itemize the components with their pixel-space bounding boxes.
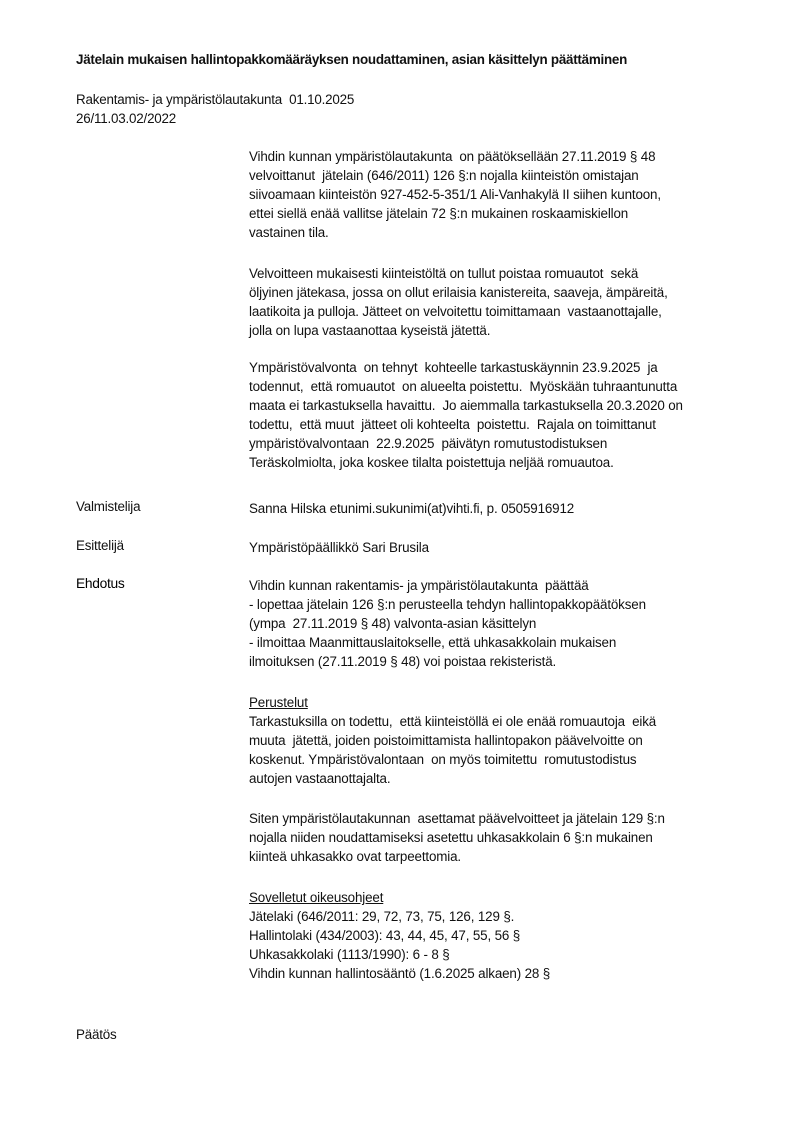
law-item: Vihdin kunnan hallintosääntö (1.6.2025 alkaen) 28 § [249,966,551,981]
text-line: - lopettaa jätelain 126 §:n perusteella tehdyn hallintopakkopäätöksen [249,597,646,612]
reasons-paragraph-2 [249,809,749,866]
preparer-label: Valmistelija [76,499,141,514]
applied-laws-section [249,888,749,983]
reasons-section [249,693,749,788]
text-line: jolla on lupa vastaanottaa kyseistä jätettä. [249,323,491,338]
text-line: maata ei tarkastuksella havaittu. Jo aiemmalla tarkastuksella 20.3.2020 on [249,398,683,413]
text-line: nojalla niiden noudattamiseksi asetettu uhkasakkolain 6 §:n mukainen [249,830,653,845]
text-line: vastainen tila. [249,225,329,240]
text-line: ilmoituksen (27.11.2019 § 48) voi poistaa rekisteristä. [249,654,557,669]
text-line: Vihdin kunnan ympäristölautakunta on päätöksellään 27.11.2019 § 48 [249,149,656,164]
document-title: Jätelain mukaisen hallintopakkomääräyksen noudattaminen, asian käsittelyn päättäminen [76,52,628,67]
text-line: koskenut. Ympäristövalontaan on myös toimitettu romutustodistus [249,752,637,767]
text-line: Tarkastuksilla on todettu, että kiinteistöllä ei ole enää romuautoja eikä [249,714,657,729]
case-number: 26/11.03.02/2022 [76,111,177,126]
presenter-value: Ympäristöpäällikkö Sari Brusila [249,540,429,555]
text-line: todettu, että muut jätteet oli kohteelta poistettu. Rajala on toimittanut [249,417,656,432]
text-line: Siten ympäristölautakunnan asettamat päävelvoitteet ja jätelain 129 §:n [249,811,665,826]
intro-paragraph-1 [249,147,749,242]
text-line: Ympäristövalvonta on tehnyt kohteelle tarkastuskäynnin 23.9.2025 ja [249,360,658,375]
law-item: Hallintolaki (434/2003): 43, 44, 45, 47, 55, 56 § [249,928,521,943]
text-line: kiinteä uhkasakko ovat tarpeettomia. [249,849,461,864]
meeting-name-date: Rakentamis- ja ympäristölautakunta 01.10.2025 [76,92,355,107]
text-line: Teräskolmiolta, joka koskee tilalta poistettuja neljää romuautoa. [249,455,614,470]
text-line: (ympa 27.11.2019 § 48) valvonta-asian käsittelyn [249,616,537,631]
text-line: öljyinen jätekasa, jossa on ollut erilaisia kanistereita, saaveja, ämpäreitä, [249,285,668,300]
proposal-label: Ehdotus [76,576,125,591]
meeting-info [76,90,354,128]
text-line: siivoamaan kiinteistön 927-452-5-351/1 Ali-Vanhakylä II siihen kuntoon, [249,187,661,202]
law-item: Jätelaki (646/2011: 29, 72, 73, 75, 126, 129 §. [249,909,515,924]
intro-paragraph-2 [249,264,749,340]
reasons-heading: Perustelut [249,695,308,710]
decision-label: Päätös [76,1027,117,1042]
preparer-value: Sanna Hilska etunimi.sukunimi(at)vihti.fi, p. 0505916912 [249,501,575,516]
text-line: todennut, että romuautot on alueelta poistettu. Myöskään tuhraantunutta [249,379,678,394]
proposal-text [249,576,749,671]
intro-paragraph-3 [249,358,749,472]
text-line: muuta jätettä, joiden poistoimittamista hallintopakon päävelvoitte on [249,733,643,748]
laws-heading: Sovelletut oikeusohjeet [249,890,384,905]
law-item: Uhkasakkolaki (1113/1990): 6 - 8 § [249,947,450,962]
text-line: autojen vastaanottajalta. [249,771,391,786]
text-line: Vihdin kunnan rakentamis- ja ympäristölautakunta päättää [249,578,589,593]
text-line: ympäristövalvontaan 22.9.2025 päivätyn romutustodistuksen [249,436,608,451]
text-line: - ilmoittaa Maanmittauslaitokselle, että uhkasakkolain mukaisen [249,635,617,650]
presenter-label: Esittelijä [76,538,124,553]
text-line: velvoittanut jätelain (646/2011) 126 §:n nojalla kiinteistön omistajan [249,168,639,183]
text-line: laatikoita ja pulloja. Jätteet on velvoitettu toimittamaan vastaanottajalle, [249,304,662,319]
text-line: ettei siellä enää vallitse jätelain 72 §:n mukainen roskaamiskiellon [249,206,629,221]
text-line: Velvoitteen mukaisesti kiinteistöltä on tullut poistaa romuautot sekä [249,266,639,281]
